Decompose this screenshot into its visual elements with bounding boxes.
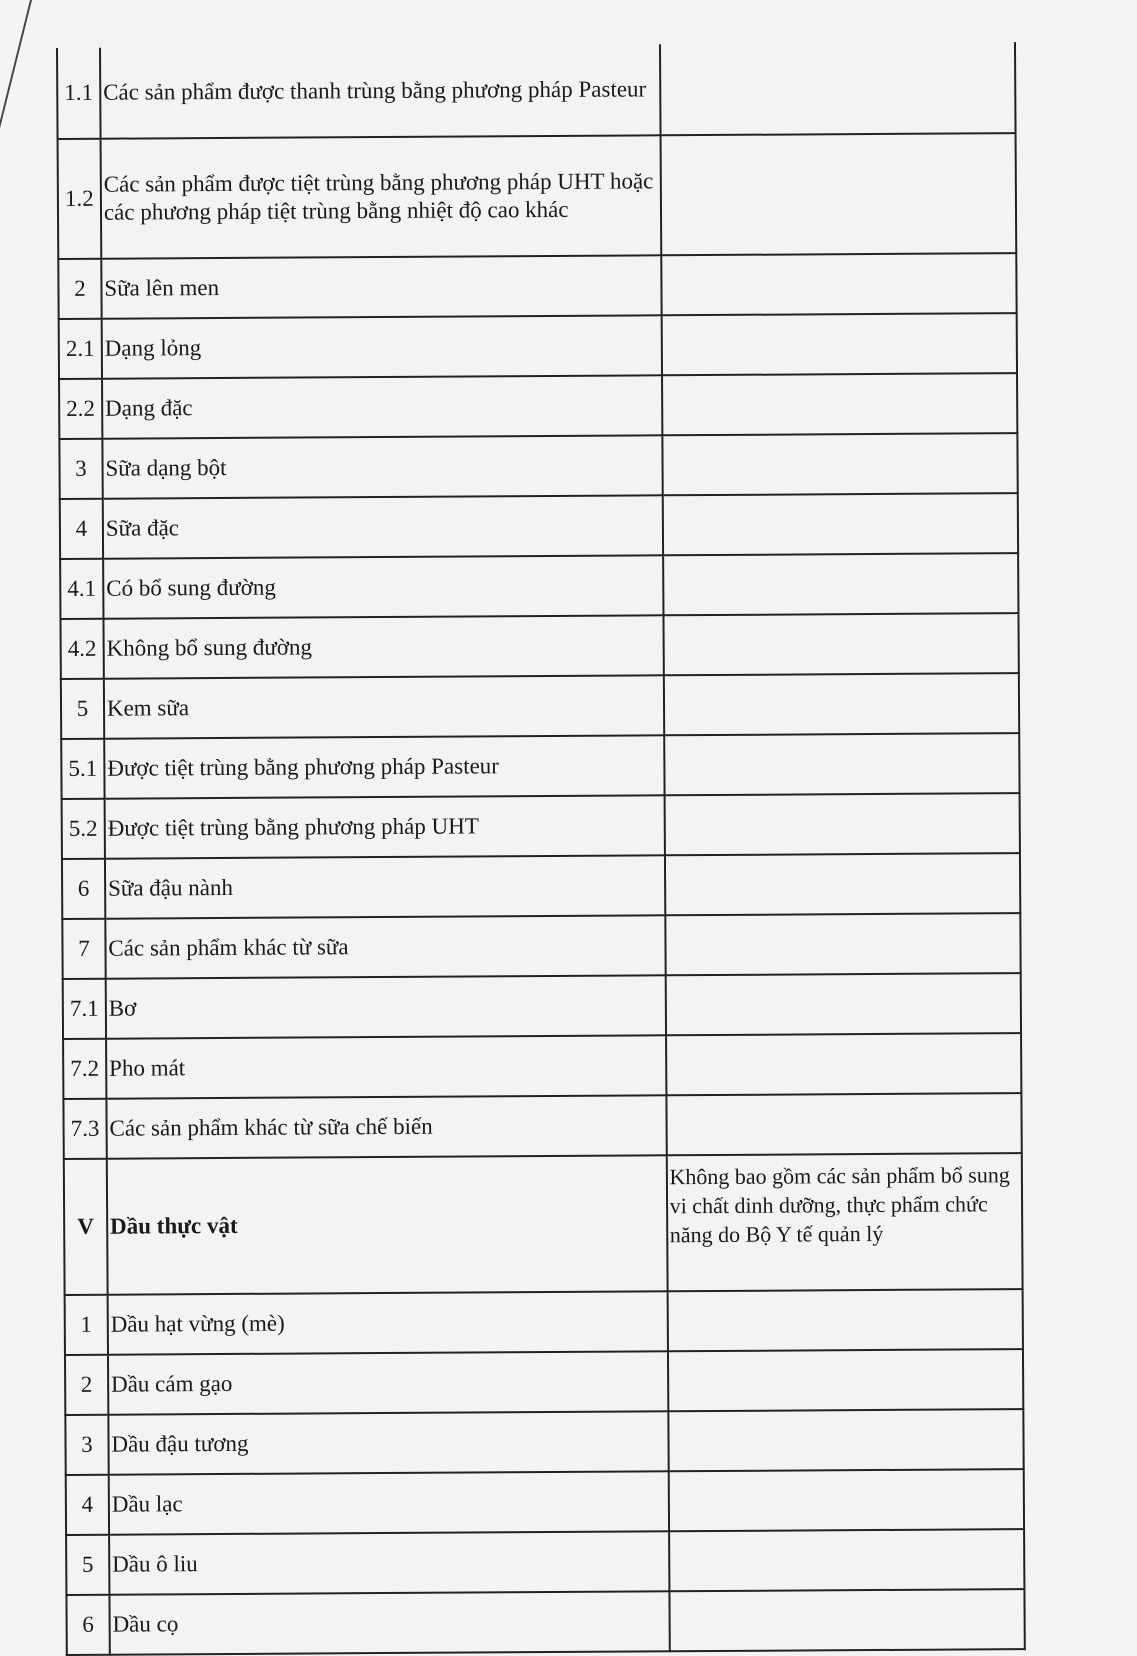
table-row: [61, 733, 1019, 799]
row-name: Sữa lên men: [101, 255, 661, 318]
row-note: [665, 913, 1021, 975]
row-note: [668, 1409, 1024, 1471]
row-note: [662, 433, 1018, 495]
row-name: Dầu ô liu: [109, 1531, 669, 1594]
row-number: 7.1: [63, 979, 106, 1039]
table-row: [62, 853, 1020, 919]
row-note: [667, 1289, 1023, 1351]
row-note: [664, 793, 1020, 855]
row-note: [664, 733, 1020, 795]
row-number: 3: [65, 1415, 108, 1475]
table-row: [59, 433, 1017, 499]
row-name: Các sản phẩm được thanh trùng bằng phương pháp Pasteur: [100, 44, 660, 138]
section-header-row: [64, 1153, 1023, 1295]
row-number: 3: [59, 439, 102, 499]
row-number: 5: [66, 1535, 109, 1595]
table-row: [60, 493, 1018, 559]
row-number: 6: [66, 1595, 109, 1655]
row-name: Dầu lạc: [109, 1471, 669, 1534]
table-row: [58, 253, 1016, 319]
table-row: [62, 913, 1020, 979]
row-number: 5.1: [61, 739, 104, 799]
row-name: Kem sữa: [104, 675, 664, 738]
row-note: [668, 1349, 1024, 1411]
row-name: Được tiệt trùng bằng phương pháp Pasteur: [104, 735, 664, 798]
row-number: 4: [60, 499, 103, 559]
table-row: [63, 973, 1021, 1039]
row-number: 4.2: [60, 619, 103, 679]
row-note: [666, 1033, 1022, 1095]
row-name: Các sản phẩm khác từ sữa chế biến: [106, 1095, 666, 1158]
row-name: Các sản phẩm được tiệt trùng bằng phương pháp UHT hoặc các phương pháp tiệt trùng bằng nhiệt độ cao khác: [100, 135, 660, 258]
row-number: 7: [62, 919, 105, 979]
row-number: 1: [65, 1295, 108, 1355]
row-name: Dạng lỏng: [102, 315, 662, 378]
row-name: Bơ: [106, 975, 666, 1038]
row-name: Sữa đặc: [103, 495, 663, 558]
row-number: 1.1: [57, 48, 100, 139]
row-name: Dầu cọ: [109, 1591, 669, 1654]
row-number: 6: [62, 859, 105, 919]
table-row: [59, 373, 1017, 439]
row-note: [660, 42, 1016, 135]
section-note: Không bao gồm các sản phẩm bổ sung vi chất dinh dưỡng, thực phẩm chức năng do Bộ Y tế quản lý: [666, 1153, 1022, 1291]
row-name: Dầu đậu tương: [108, 1411, 668, 1474]
row-note: [668, 1469, 1024, 1531]
row-name: Sữa đậu nành: [105, 855, 665, 918]
table-row: [65, 1409, 1023, 1475]
row-number: 7.2: [63, 1039, 106, 1099]
row-name: Dạng đặc: [102, 375, 662, 438]
row-name: Sữa dạng bột: [102, 435, 662, 498]
row-note: [665, 853, 1021, 915]
row-note: [669, 1589, 1025, 1651]
row-number: 5: [61, 679, 104, 739]
product-category-table: [56, 42, 1026, 1656]
row-number: 2: [65, 1355, 108, 1415]
table-row: [57, 42, 1016, 139]
row-number: 1.2: [58, 139, 102, 259]
table-row: [61, 673, 1019, 739]
section-number: V: [64, 1159, 108, 1295]
row-name: Pho mát: [106, 1035, 666, 1098]
document-page: [56, 42, 1026, 1656]
table-row: [62, 793, 1020, 859]
row-name: Dầu hạt vừng (mè): [108, 1291, 668, 1354]
row-note: [669, 1529, 1025, 1591]
row-name: Không bổ sung đường: [103, 615, 663, 678]
section-name: Dầu thực vật: [107, 1155, 667, 1294]
table-row: [60, 613, 1018, 679]
table-row: [59, 313, 1017, 379]
table-row: [65, 1349, 1023, 1415]
row-note: [661, 313, 1017, 375]
row-number: 2.1: [59, 319, 102, 379]
table-row: [60, 553, 1018, 619]
row-name: Có bổ sung đường: [103, 555, 663, 618]
table-row: [63, 1093, 1021, 1159]
row-number: 5.2: [62, 799, 105, 859]
row-note: [663, 673, 1019, 735]
row-note: [662, 493, 1018, 555]
row-name: Dầu cám gạo: [108, 1351, 668, 1414]
table-row: [58, 133, 1017, 259]
row-number: 2: [58, 259, 101, 319]
row-note: [660, 133, 1016, 255]
row-number: 7.3: [63, 1099, 106, 1159]
row-number: 2.2: [59, 379, 102, 439]
row-name: Các sản phẩm khác từ sữa: [105, 915, 665, 978]
page-edge-shadow: [0, 0, 32, 140]
row-note: [666, 1093, 1022, 1155]
table-row: [66, 1469, 1024, 1535]
table-row: [66, 1529, 1024, 1595]
table-row: [65, 1289, 1023, 1355]
row-note: [663, 553, 1019, 615]
row-number: 4: [66, 1475, 109, 1535]
row-number: 4.1: [60, 559, 103, 619]
row-note: [665, 973, 1021, 1035]
row-note: [663, 613, 1019, 675]
row-name: Được tiệt trùng bằng phương pháp UHT: [104, 795, 664, 858]
row-note: [661, 253, 1017, 315]
row-note: [662, 373, 1018, 435]
table-row: [66, 1589, 1024, 1655]
table-row: [63, 1033, 1021, 1099]
